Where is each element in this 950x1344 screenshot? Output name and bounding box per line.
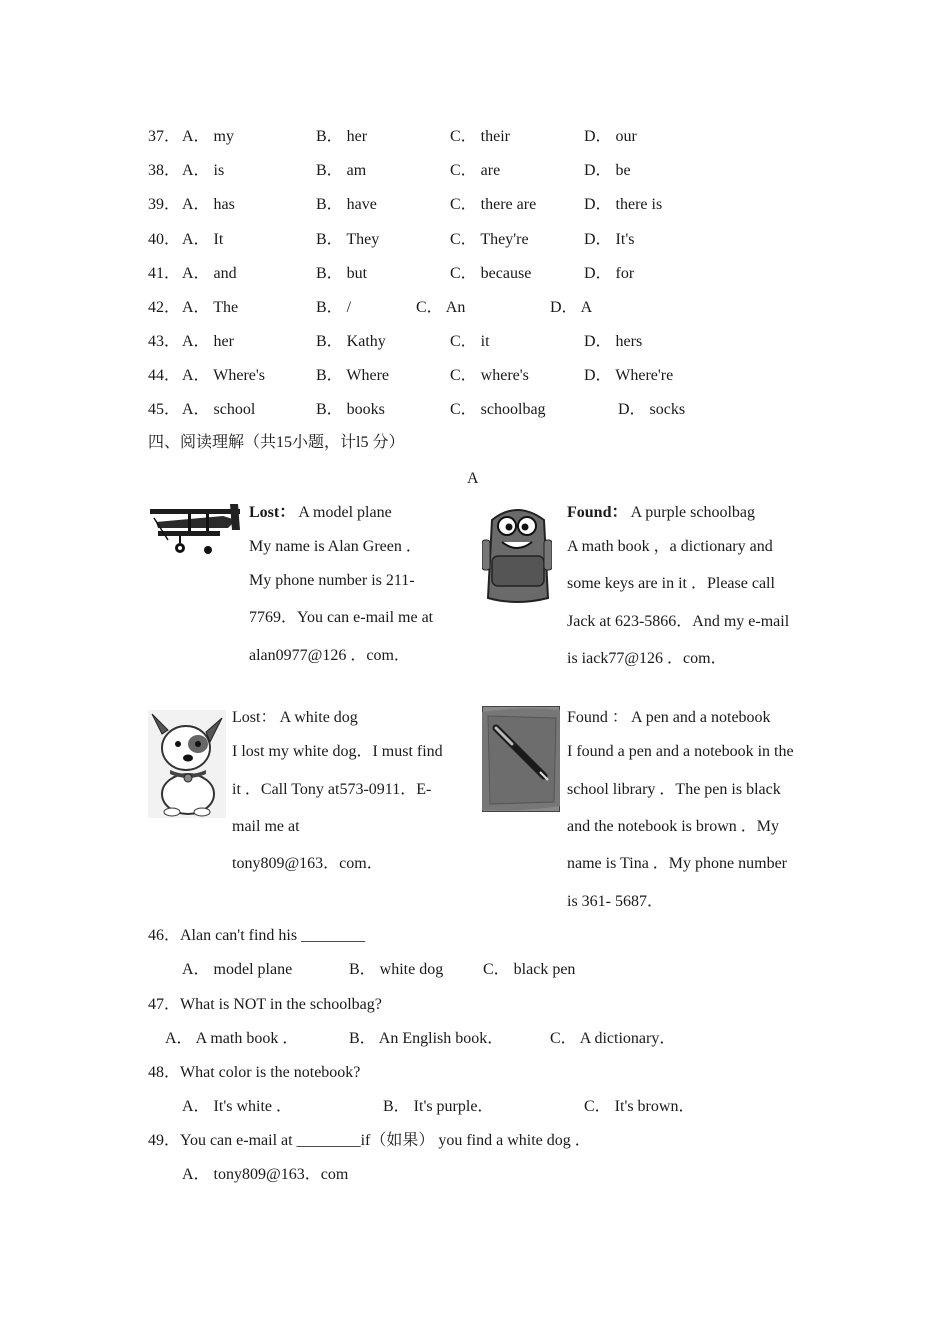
option-b: B． have [316, 196, 377, 213]
notice-line: it ．Call Tony at573-0911．E- [232, 781, 432, 798]
question-number: 42． [148, 299, 181, 316]
notice-line: Jack at 623-5866．And my e-mail [567, 613, 790, 630]
section-title: 四、阅读理解（共15小题，计l5 分） [148, 434, 405, 451]
pen-notebook-image [482, 706, 560, 812]
question-stem: 47．What is NOT in the schoolbag? [148, 996, 382, 1013]
notice-title: A model plane [298, 504, 392, 521]
option-d: D． for [584, 265, 635, 282]
notice-heading: Found ： [567, 709, 628, 726]
option-b: B． They [316, 231, 380, 248]
notice-line: I lost my white dog．I must find [232, 743, 443, 760]
option-a: A． has [182, 196, 235, 213]
notice-title: A purple schoolbag [630, 504, 756, 521]
question-number: 45． [148, 401, 181, 418]
question-number: 43． [148, 333, 181, 350]
option-b: B． her [316, 128, 368, 145]
option-c: C． black pen [483, 961, 576, 978]
option-c: C． An [416, 299, 466, 316]
question-number: 39． [148, 196, 181, 213]
notice-line: A math book ，a dictionary and [567, 538, 773, 555]
notice-line: and the notebook is brown ．My [567, 818, 779, 835]
option-c: C． schoolbag [450, 401, 546, 418]
notice-heading: Lost： [232, 709, 277, 726]
option-a: A． my [182, 128, 235, 145]
option-d: D． hers [584, 333, 643, 350]
option-b: B． It's purple． [383, 1098, 494, 1115]
notice-line: tony809@163．com． [232, 855, 383, 872]
option-a: A． model plane [182, 961, 293, 978]
option-b: B． white dog [349, 961, 444, 978]
question-number: 41． [148, 265, 181, 282]
option-b: B． / [316, 299, 352, 316]
notice-line: mail me at [232, 818, 300, 835]
option-d: D． our [584, 128, 637, 145]
passage-label: A [467, 470, 479, 487]
option-b: B． An English book． [349, 1030, 504, 1047]
option-d: D． there is [584, 196, 663, 213]
question-number: 37． [148, 128, 181, 145]
option-c: C． where's [450, 367, 529, 384]
option-a: A． A math book ． [165, 1030, 299, 1047]
notice-line: My name is Alan Green ． [249, 538, 422, 555]
option-a: A． her [182, 333, 234, 350]
notice-line: name is Tina ．My phone number [567, 855, 787, 872]
question-stem: 46．Alan can't find his ________ [148, 927, 366, 944]
option-c: C． They're [450, 231, 529, 248]
option-b: B． am [316, 162, 367, 179]
notice-heading: Found： [567, 504, 628, 521]
question-number: 40． [148, 231, 181, 248]
option-a: A． It [182, 231, 224, 248]
option-b: B． but [316, 265, 368, 282]
option-c: C． It's brown． [584, 1098, 695, 1115]
question-stem: 48．What color is the notebook? [148, 1064, 361, 1081]
option-d: D． A [550, 299, 593, 316]
notice-line: is 361- 5687． [567, 893, 664, 910]
model-plane-image [148, 500, 242, 560]
notice-heading: Lost： [249, 504, 296, 521]
option-a: A． Where's [182, 367, 266, 384]
notice-line: alan0977@126 ．com． [249, 647, 410, 664]
notice-title: A white dog [279, 709, 358, 726]
question-stem: 49．You can e-mail at ________if（如果） you find a white dog ． [148, 1132, 591, 1149]
option-a: A． and [182, 265, 237, 282]
option-c: C． there are [450, 196, 537, 213]
option-c: C． their [450, 128, 510, 145]
option-b: B． Kathy [316, 333, 386, 350]
notice-line: is iack77@126 ．com． [567, 650, 727, 667]
option-c: C． because [450, 265, 532, 282]
notice-line: some keys are in it ．Please call [567, 575, 775, 592]
option-d: D． It's [584, 231, 635, 248]
notice-title: A pen and a notebook [631, 709, 771, 726]
option-a: A． school [182, 401, 256, 418]
option-a: A． tony809@163．com [182, 1166, 349, 1183]
option-d: D． be [584, 162, 631, 179]
option-a: A． is [182, 162, 225, 179]
notice-line: 7769．You can e-mail me at [249, 609, 434, 626]
option-a: A． The [182, 299, 239, 316]
white-dog-image [148, 710, 226, 818]
option-d: D． Where're [584, 367, 674, 384]
option-b: B． Where [316, 367, 390, 384]
option-b: B． books [316, 401, 385, 418]
option-c: C． A dictionary． [550, 1030, 676, 1047]
schoolbag-image [482, 500, 552, 606]
notice-line: school library ．The pen is black [567, 781, 781, 798]
question-number: 44． [148, 367, 181, 384]
option-d: D． socks [618, 401, 686, 418]
notice-line: My phone number is 211- [249, 572, 415, 589]
notice-line: I found a pen and a notebook in the [567, 743, 794, 760]
option-c: C． it [450, 333, 490, 350]
option-c: C． are [450, 162, 501, 179]
question-number: 38． [148, 162, 181, 179]
option-a: A． It's white ． [182, 1098, 292, 1115]
